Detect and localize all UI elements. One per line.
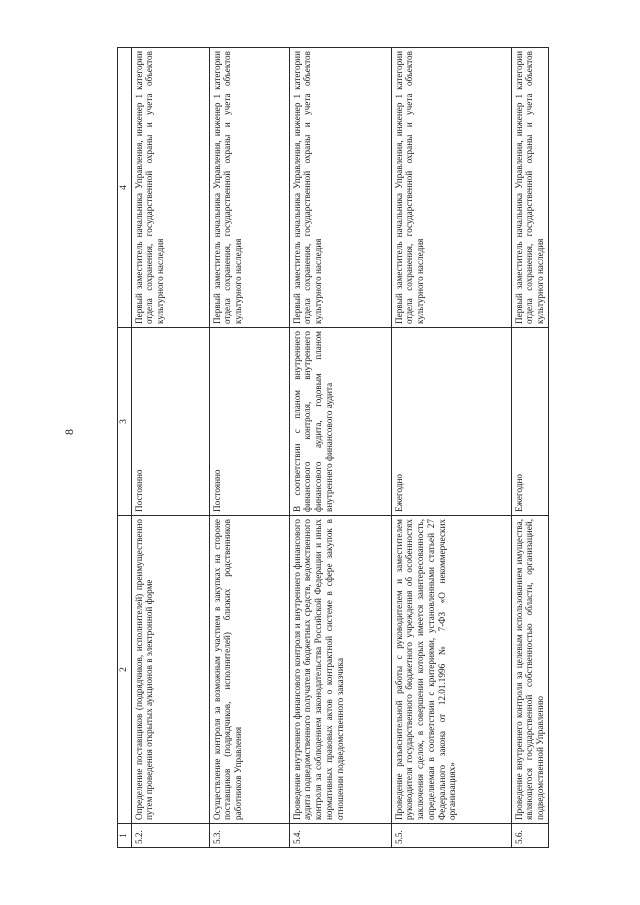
row-number: 5.5. bbox=[391, 824, 511, 848]
measure-cell: Проведение внутреннего финансового контроля и внутреннего финансового аудита подведомственного получателя бюджетных средств, ведомственного контроля за соблюдением законодательства Российской Федерации и иных нормативных правовых актов о контрактной системе в сфере закупок в отношении подведомственного заказчика bbox=[289, 516, 391, 824]
responsible-cell: Первый заместитель начальника Управления, инженер 1 категории отдела сохранения, государственной охраны и учета объектов культурного наследия bbox=[391, 48, 511, 328]
row-number: 5.4. bbox=[289, 824, 391, 848]
column-header: 1 bbox=[118, 824, 132, 848]
table-row bbox=[209, 48, 289, 848]
column-header: 2 bbox=[118, 516, 132, 824]
column-header: 4 bbox=[118, 48, 132, 328]
measure-cell: Проведение внутреннего контроля за целевым использованием имущества, являющегося государственной собственностью области, организацией, подведомственной Управлению bbox=[511, 516, 548, 824]
table-row bbox=[511, 48, 548, 848]
page-number: 8 bbox=[62, 429, 76, 435]
period-cell: Постоянно bbox=[131, 328, 209, 516]
period-cell: Ежегодно bbox=[511, 328, 548, 516]
period-cell: Ежегодно bbox=[391, 328, 511, 516]
table-row bbox=[289, 48, 391, 848]
row-number: 5.6. bbox=[511, 824, 548, 848]
row-number: 5.3. bbox=[209, 824, 289, 848]
measure-cell: Осуществление контроля за возможным участием в закупках на стороне поставщиков (подрядчиков, исполнителей) близких родственников работников Управления bbox=[209, 516, 289, 824]
responsible-cell: Первый заместитель начальника Управления, инженер 1 категории отдела сохранения, государственной охраны и учета объектов культурного наследия bbox=[131, 48, 209, 328]
period-cell: Постоянно bbox=[209, 328, 289, 516]
measure-cell: Определение поставщиков (подрядчиков, исполнителей) преимущественно путем проведения открытых аукционов в электронной форме bbox=[131, 516, 209, 824]
measures-table bbox=[117, 47, 549, 848]
column-header: 3 bbox=[118, 328, 132, 516]
period-cell: В соответствии с планом внутреннего финансового контроля, внутреннего финансового аудита, годовым планом внутреннего финансового аудита bbox=[289, 328, 391, 516]
measure-cell: Проведение разъяснительной работы с руководителем и заместителем руководителя государственного бюджетного учреждения об особенностях заключения сделок, в совершении которых имеется заинтересованность, определяемая в соответствии с критериями, установленными статьей 27 Федерального закона от 12.01.1996 № 7-ФЗ «О некоммерческих организациях» bbox=[391, 516, 511, 824]
table-row bbox=[391, 48, 511, 848]
table-header-row bbox=[118, 48, 132, 848]
responsible-cell: Первый заместитель начальника Управления, инженер 1 категории отдела сохранения, государственной охраны и учета объектов культурного наследия bbox=[209, 48, 289, 328]
responsible-cell: Первый заместитель начальника Управления, инженер 1 категории отдела сохранения, государственной охраны и учета объектов культурного наследия bbox=[511, 48, 548, 328]
rotated-table-container bbox=[117, 48, 546, 848]
responsible-cell: Первый заместитель начальника Управления, инженер 1 категории отдела сохранения, государственной охраны и учета объектов культурного наследия bbox=[289, 48, 391, 328]
table-row bbox=[131, 48, 209, 848]
row-number: 5.2. bbox=[131, 824, 209, 848]
